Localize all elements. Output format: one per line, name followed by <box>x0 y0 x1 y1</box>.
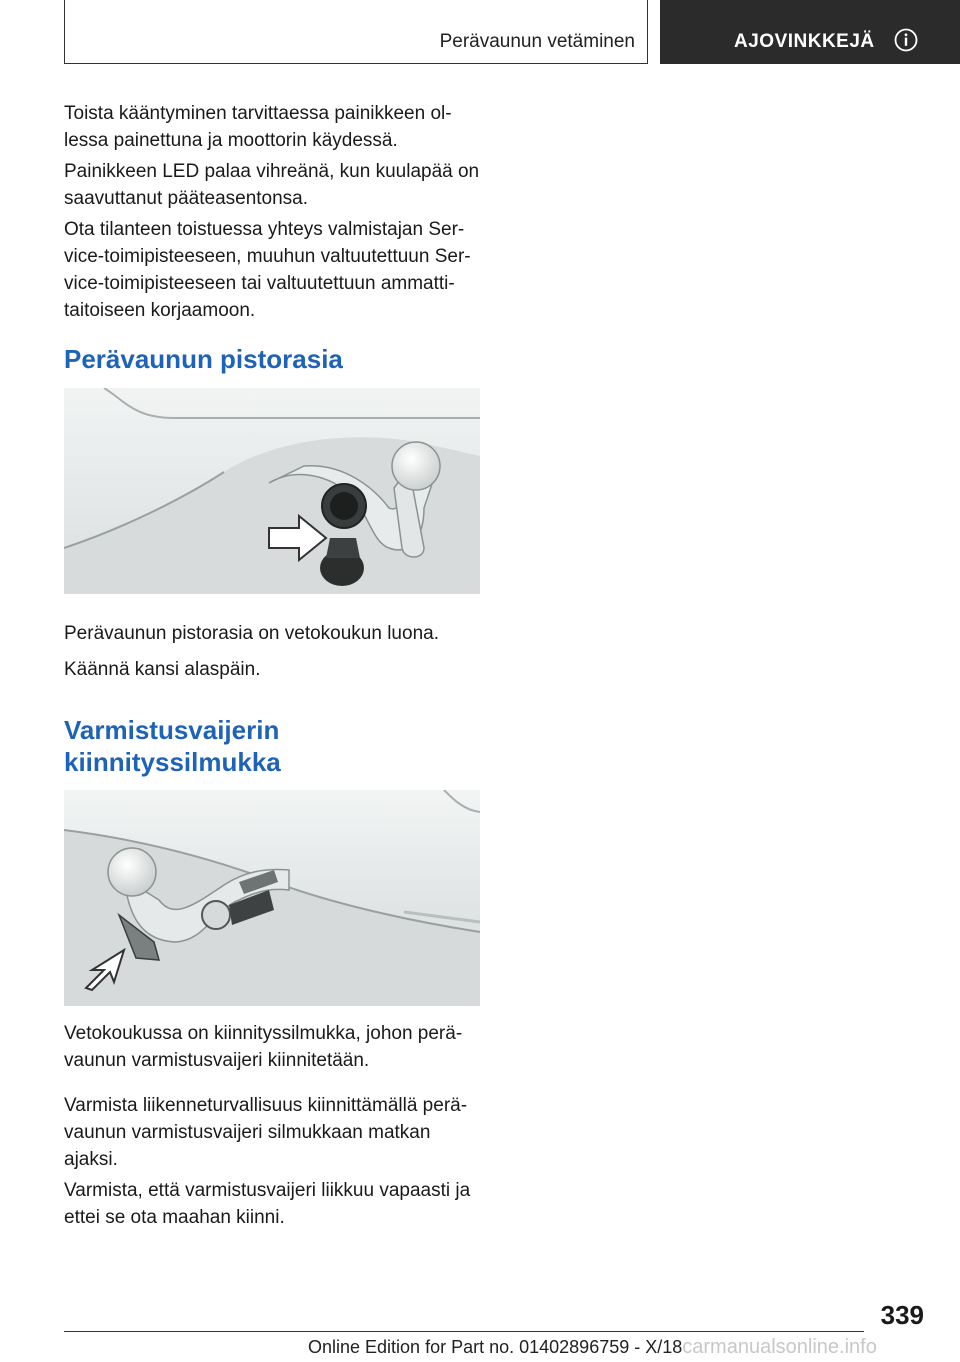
header-chapter-box <box>64 0 648 64</box>
footer-divider <box>64 1331 864 1332</box>
edition-note <box>308 1336 877 1359</box>
page-number: 339 <box>880 1300 924 1330</box>
section-heading-line: Varmistusvaijerin <box>64 715 280 745</box>
section-heading <box>64 714 281 778</box>
info-icon[interactable] <box>894 28 918 52</box>
intro-text <box>64 100 484 324</box>
paragraph: Toista kääntyminen tarvittaessa painikkeen ollessa painettuna ja moottorin käydessä. <box>64 103 452 151</box>
section2-text <box>64 1020 484 1231</box>
paragraph: Varmista, että varmistusvaijeri liikkuu vapaasti ja ettei se ota maahan kiinni. <box>64 1180 471 1228</box>
watermark: carmanualsonline.info <box>682 1336 877 1358</box>
edition-text: Online Edition for Part no. 01402896759 - X/18 <box>308 1337 683 1357</box>
section-heading: Perävaunun pistorasia <box>64 344 343 374</box>
safety-cable-eye-illustration <box>64 790 480 1006</box>
trailer-socket-illustration <box>64 388 480 594</box>
section-title: AJOVINKKEJÄ <box>734 31 875 52</box>
section1-text <box>64 620 484 683</box>
chapter-title: Perävaunun vetäminen <box>439 31 635 52</box>
paragraph: Varmista liikenneturvallisuus kiinnittämällä perävaunun varmistusvaijeri silmukkaan matkan ajaksi. <box>64 1095 468 1170</box>
paragraph: Vetokoukussa on kiinnityssilmukka, johon perävaunun varmistusvaijeri kiinnitetään. <box>64 1023 463 1071</box>
paragraph: Painikkeen LED palaa vihreänä, kun kuulapää on saavuttanut pääteasentonsa. <box>64 161 480 209</box>
paragraph: Perävaunun pistorasia on vetokoukun luona. <box>64 623 439 644</box>
section-heading-line: kiinnityssilmukka <box>64 747 281 777</box>
paragraph: Ota tilanteen toistuessa yhteys valmistajan Service-toimipisteeseen, muuhun valtuutettuun Service-toimipisteeseen tai valtuutettuun ammattitaitoiseen korjaamoon. <box>64 219 471 321</box>
paragraph: Käännä kansi alaspäin. <box>64 659 261 680</box>
